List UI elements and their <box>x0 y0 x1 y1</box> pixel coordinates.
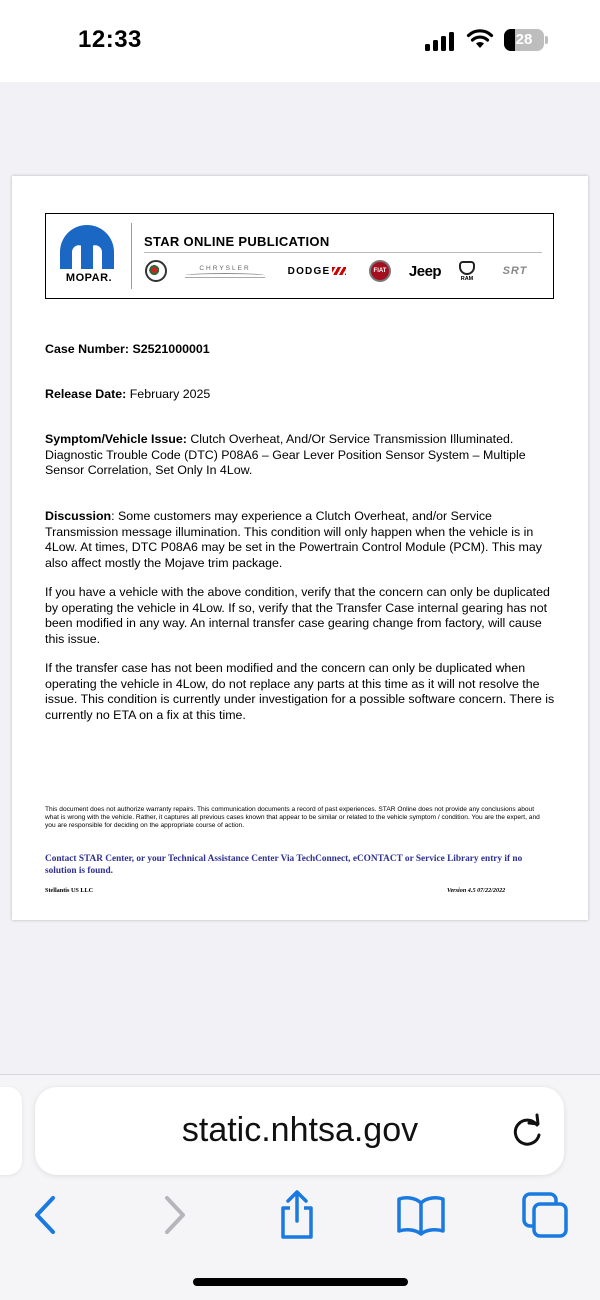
symptom-text: Clutch Overheat, And/Or Service Transmission Illuminated. Diagnostic Trouble Code (DTC) P08A6 – Gear Lever Position Sensor System – Multiple Sensor Correlation, Set Only In 4Low. <box>45 432 526 478</box>
disclaimer-text: This document does not authorize warranty repairs. This communication documents a record of past experiences. STAR Online does not provide any conclusions about what is wrong with the vehicle. Rather, it captures all previous cases known that appear to be similar or related to the vehicle symptom / condition. You are the expert, and you are responsible for deciding on the appropriate course of action. <box>45 806 540 830</box>
wifi-icon <box>466 27 494 49</box>
mopar-wordmark: MOPAR. <box>65 272 113 284</box>
tabs-button[interactable] <box>517 1187 573 1243</box>
mopar-m-icon <box>58 224 116 270</box>
battery-level: 28 <box>515 31 533 48</box>
dodge-wordmark: DODGE <box>287 265 331 277</box>
ram-head-icon <box>459 261 475 275</box>
dodge-logo <box>279 258 355 284</box>
back-button[interactable] <box>17 1187 73 1243</box>
forward-icon[interactable] <box>161 1195 189 1235</box>
document-page <box>12 176 588 920</box>
ram-logo <box>456 258 478 284</box>
status-bar <box>0 0 600 82</box>
brand-logos <box>144 258 544 284</box>
header-rule <box>144 252 542 253</box>
discussion-label: Discussion <box>45 509 112 523</box>
discussion-text: : Some customers may experience a Clutch Overheat, and/or Service Transmission message illumination. This condition will only happen when the vehicle is in 4Low. At times, DTC P08A6 may be set in the Powertrain Control Module (PCM). This may also affect mostly the Mojave trim package. <box>45 509 542 570</box>
status-time: 12:33 <box>78 26 142 53</box>
battery-icon <box>504 29 548 51</box>
share-button[interactable] <box>269 1187 325 1243</box>
tabs-icon[interactable] <box>520 1190 570 1240</box>
footer-version: Version 4.5 07/22/2022 <box>447 887 506 894</box>
chrysler-logo <box>184 258 266 284</box>
fiat-logo <box>368 258 392 284</box>
address-bar[interactable] <box>35 1087 564 1175</box>
publication-header <box>45 213 554 299</box>
alfa-romeo-logo-icon <box>144 258 168 284</box>
forward-button[interactable] <box>147 1187 203 1243</box>
symptom-label: Symptom/Vehicle Issue: <box>45 432 187 446</box>
paragraph-transfer-case-check: If you have a vehicle with the above condition, verify that the concern can only be duplicated by operating the vehicle in 4Low. If so, verify that the Transfer Case internal gearing has not been modified in any way. An internal transfer case gearing change from factory, will cause this issue. <box>45 585 550 646</box>
bookmarks-icon[interactable] <box>395 1193 447 1237</box>
browser-toolbar <box>0 1187 600 1243</box>
publication-title: STAR ONLINE PUBLICATION <box>144 234 330 249</box>
header-divider <box>131 223 132 289</box>
release-date-line <box>45 387 210 401</box>
address-url[interactable]: static.nhtsa.gov <box>181 1111 419 1149</box>
mopar-logo <box>56 224 122 288</box>
ram-wordmark: RAM <box>460 275 474 282</box>
jeep-logo: Jeep <box>408 262 442 280</box>
home-indicator[interactable] <box>193 1278 408 1286</box>
previous-tab-preview[interactable] <box>0 1087 22 1175</box>
contact-text: Contact STAR Center, or your Technical Assistance Center Via TechConnect, eCONTACT or Service Library entry if no solution is found. <box>45 854 523 876</box>
chrysler-wordmark: CHRYSLER <box>199 264 251 272</box>
release-date-value: February 2025 <box>129 387 211 401</box>
case-number-label: Case Number: <box>45 342 130 356</box>
symptom-section <box>45 432 557 479</box>
back-icon[interactable] <box>31 1195 59 1235</box>
cellular-signal-icon <box>425 31 457 51</box>
bookmarks-button[interactable] <box>393 1187 449 1243</box>
footer-company: Stellantis US LLC <box>45 887 94 894</box>
browser-bottom-bar <box>0 1074 600 1300</box>
release-date-label: Release Date: <box>45 387 127 401</box>
reload-icon[interactable] <box>508 1113 546 1151</box>
fiat-wordmark: FIAT <box>369 260 391 282</box>
case-number-value: S2521000001 <box>132 342 210 356</box>
share-icon[interactable] <box>275 1189 319 1241</box>
discussion-section <box>45 509 557 571</box>
paragraph-investigation: If the transfer case has not been modified and the concern can only be duplicated when operating the vehicle in 4Low, do not replace any parts at this time as it will not resolve the issue. This condition is currently under investigation for a possible software concern. There is currently no ETA on a fix at this time. <box>45 661 555 722</box>
srt-logo: SRT <box>502 265 528 277</box>
case-number-line <box>45 342 210 356</box>
